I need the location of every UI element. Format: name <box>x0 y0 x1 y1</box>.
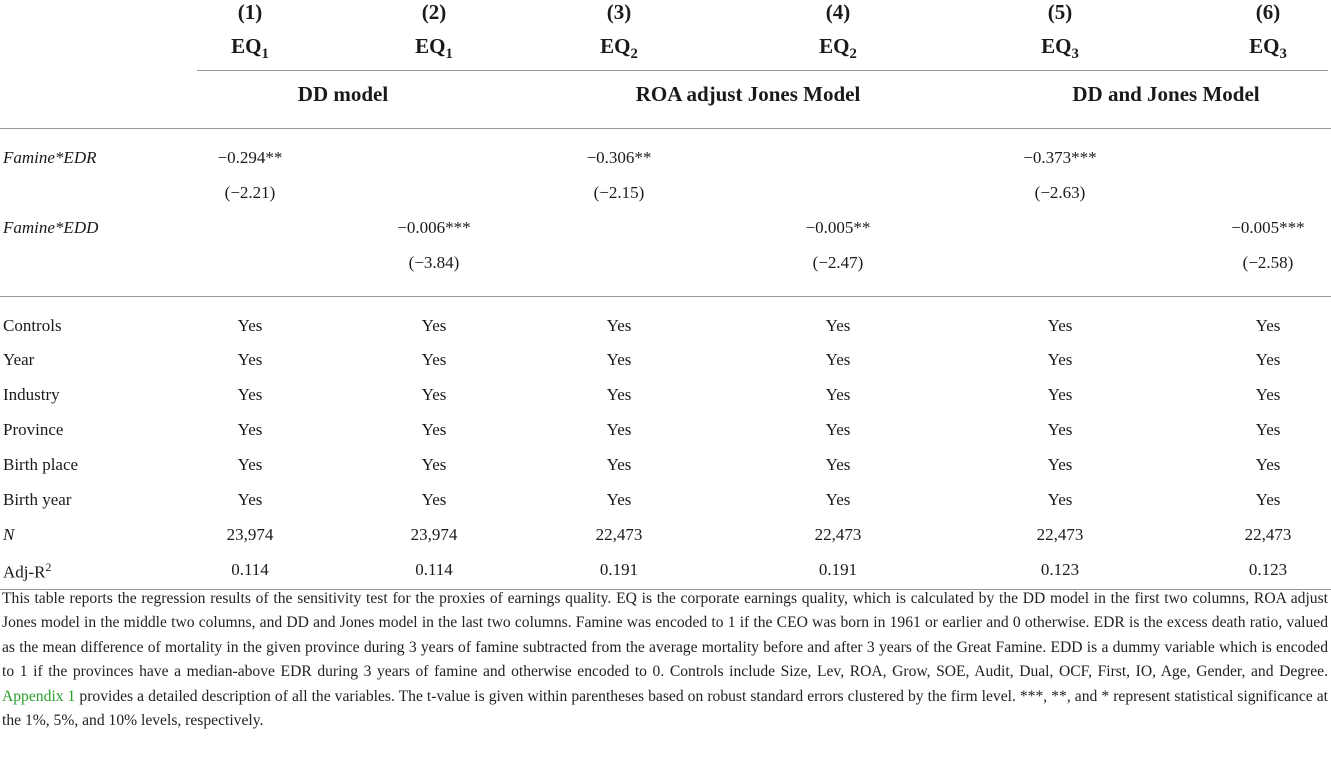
table-cell: Yes <box>421 385 447 404</box>
table-cell: Yes <box>1255 455 1281 474</box>
tstat-cell: (−3.84) <box>408 253 460 272</box>
row-label-famine-edr: Famine*EDR <box>3 148 97 167</box>
table-cell: Yes <box>421 420 447 439</box>
divider-mid <box>0 296 1331 297</box>
table-cell: 0.123 <box>1040 560 1080 579</box>
coef-cell: −0.006*** <box>397 218 471 237</box>
table-cell: Yes <box>1255 385 1281 404</box>
table-cell: Yes <box>237 385 263 404</box>
table-notes: This table reports the regression results of the sensitivity test for the proxies of earnings quality. EQ is the corporate earnings quality, which is calculated by the DD model in the first two columns, ROA adjust Jones model in the middle two columns, and DD and Jones model in the last two columns. Famine was encoded to 1 if the CEO was born in 1961 or earlier and 0 otherwise. EDR is the excess death ratio, valued as the mean difference of mortality in the given province during 3 years of famine subtracted from the average mortality before and after 3 years of the Great Famine. EDD is a dummy variable which is encoded to 1 if the provinces have a median-above EDR during 3 years of famine and otherwise encoded to 0. Controls include Size, Lev, ROA, Grow, SOE, Audit, Dual, OCF, First, IO, Age, Gender, and Degree. Appendix 1 provides a detailed description of all the variables. The t-value is given within parentheses based on robust standard errors clustered by the firm level. ***, **, and * represent statistical significance at the 1%, 5%, and 10% levels, respectively. <box>2 590 1328 730</box>
col-num-3: (3) <box>606 0 632 24</box>
table-cell: Yes <box>825 316 851 335</box>
table-cell: Yes <box>237 316 263 335</box>
table-cell: Yes <box>825 490 851 509</box>
model-dd: DD model <box>297 82 389 106</box>
col-num-4: (4) <box>825 0 851 24</box>
col-num-2: (2) <box>421 0 447 24</box>
table-cell: 23,974 <box>226 525 274 544</box>
table-cell: Yes <box>237 420 263 439</box>
tstat-cell: (−2.63) <box>1034 183 1086 202</box>
row-label: Province <box>3 420 64 439</box>
table-cell: Yes <box>1047 490 1073 509</box>
coef-cell: −0.373*** <box>1023 148 1097 167</box>
table-cell: 0.123 <box>1248 560 1288 579</box>
table-cell: 0.114 <box>231 560 269 579</box>
row-label: Controls <box>3 316 62 335</box>
col-eq-4: $EQ_2$ <box>819 34 857 63</box>
col-eq-3: $EQ_2$ <box>600 34 638 63</box>
table-cell: 0.114 <box>415 560 453 579</box>
table-cell: Yes <box>606 350 632 369</box>
row-label: Birth place <box>3 455 79 474</box>
row-label-famine-edd: Famine*EDD <box>3 218 99 237</box>
table-cell: Yes <box>1255 316 1281 335</box>
table-cell: Yes <box>825 350 851 369</box>
table-cell: Yes <box>825 420 851 439</box>
row-label: Adj-$R^2$ <box>3 560 52 582</box>
col-eq-2: $EQ_1$ <box>415 34 453 63</box>
row-label: Year <box>3 350 35 369</box>
row-label: Birth year <box>3 490 72 509</box>
row-label: N <box>3 525 15 544</box>
table-cell: Yes <box>1047 420 1073 439</box>
row-label: Industry <box>3 385 60 404</box>
coef-cell: −0.005** <box>805 218 871 237</box>
model-dd-jones: DD and Jones Model <box>1072 82 1260 106</box>
table-cell: Yes <box>421 316 447 335</box>
table-cell: 22,473 <box>1244 525 1292 544</box>
table-cell: Yes <box>1047 316 1073 335</box>
header-rule <box>197 70 1328 71</box>
tstat-cell: (−2.15) <box>593 183 645 202</box>
table-cell: Yes <box>606 385 632 404</box>
table-cell: Yes <box>1255 490 1281 509</box>
table-cell: Yes <box>421 490 447 509</box>
table-cell: 22,473 <box>595 525 643 544</box>
table-cell: 0.191 <box>818 560 858 579</box>
table-cell: Yes <box>825 385 851 404</box>
table-cell: Yes <box>1047 385 1073 404</box>
col-eq-1: $EQ_1$ <box>231 34 269 63</box>
coef-cell: −0.005*** <box>1231 218 1305 237</box>
table-cell: 0.191 <box>599 560 639 579</box>
divider-top <box>0 128 1331 129</box>
table-cell: Yes <box>606 455 632 474</box>
tstat-cell: (−2.47) <box>812 253 864 272</box>
table-cell: Yes <box>1255 420 1281 439</box>
col-num-1: (1) <box>237 0 263 24</box>
table-cell: Yes <box>825 455 851 474</box>
coef-cell: −0.294** <box>217 148 283 167</box>
table-cell: Yes <box>237 455 263 474</box>
model-roa-jones: ROA adjust Jones Model <box>635 82 861 106</box>
col-num-6: (6) <box>1255 0 1281 24</box>
table-cell: Yes <box>606 420 632 439</box>
table-cell: Yes <box>1047 350 1073 369</box>
table-cell: Yes <box>421 350 447 369</box>
table-cell: 22,473 <box>1036 525 1084 544</box>
table-cell: Yes <box>421 455 447 474</box>
appendix-link[interactable]: Appendix 1 <box>2 687 76 705</box>
table-cell: Yes <box>237 490 263 509</box>
table-cell: Yes <box>237 350 263 369</box>
tstat-cell: (−2.58) <box>1242 253 1294 272</box>
table-cell: 23,974 <box>410 525 458 544</box>
table-cell: Yes <box>606 316 632 335</box>
table-cell: Yes <box>606 490 632 509</box>
tstat-cell: (−2.21) <box>224 183 276 202</box>
col-num-5: (5) <box>1047 0 1073 24</box>
table-cell: Yes <box>1047 455 1073 474</box>
table-cell: 22,473 <box>814 525 862 544</box>
table-cell: Yes <box>1255 350 1281 369</box>
coef-cell: −0.306** <box>586 148 652 167</box>
col-eq-6: $EQ_3$ <box>1249 34 1287 63</box>
col-eq-5: $EQ_3$ <box>1041 34 1079 63</box>
